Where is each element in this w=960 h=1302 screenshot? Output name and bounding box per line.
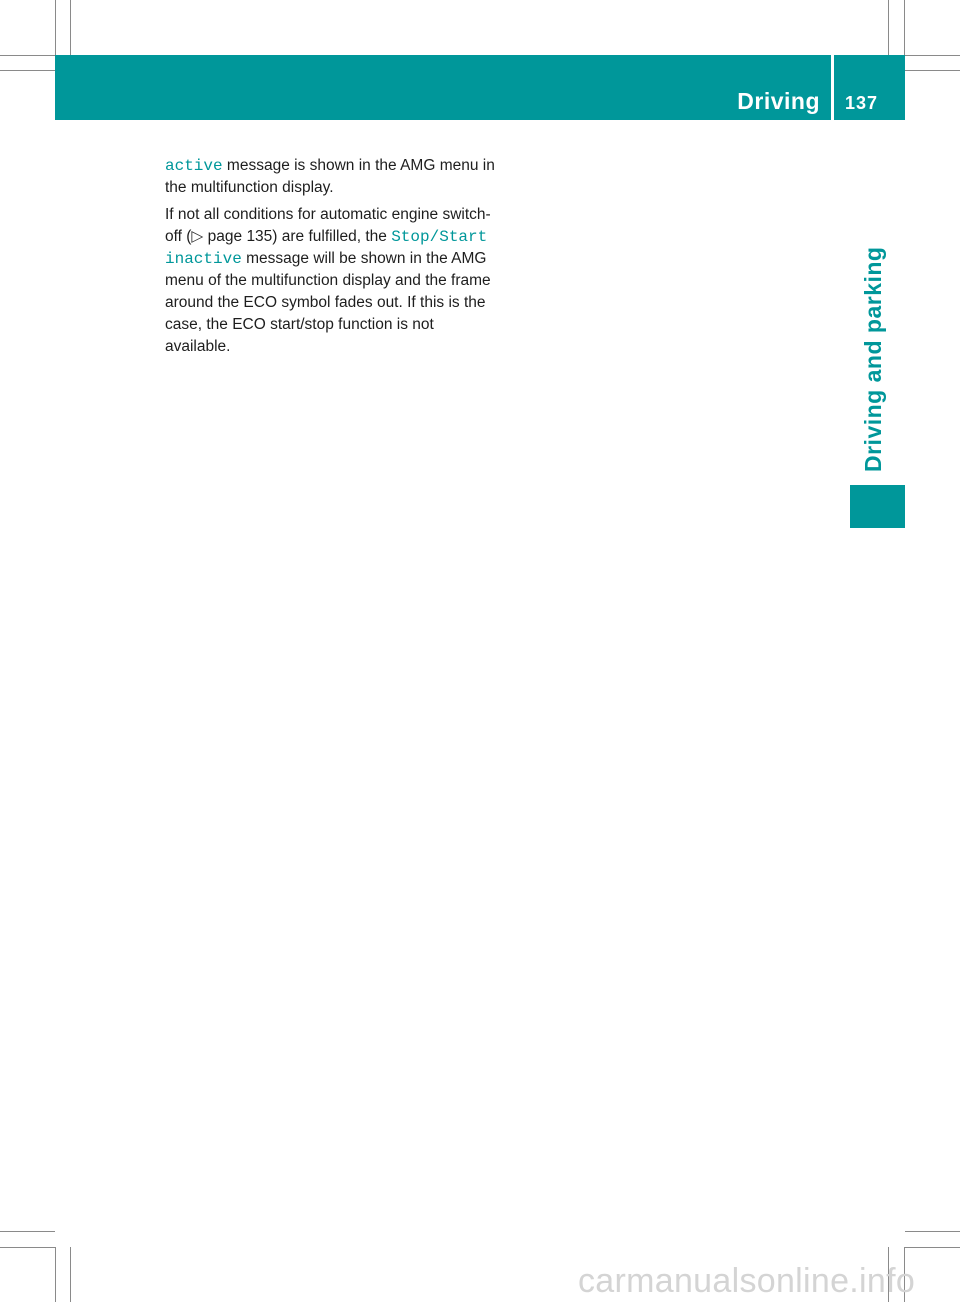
- page-reference-arrow-icon: ▷: [191, 228, 204, 245]
- crop-mark: [70, 0, 71, 55]
- side-tab-block: [850, 485, 905, 528]
- crop-mark: [0, 55, 55, 56]
- paragraph-text: If not all conditions for automatic engine switch-off (: [165, 206, 491, 245]
- side-tab-label: Driving and parking: [860, 246, 886, 472]
- section-title: Driving: [737, 88, 820, 114]
- crop-mark: [905, 70, 960, 71]
- paragraph-text: message will be shown in the AMG menu of the multifunction display and the frame around the ECO symbol fades out. If this is the case, the ECO start/stop function is not available.: [165, 250, 491, 355]
- page-reference[interactable]: page 135) are fulfilled, the: [203, 228, 392, 245]
- crop-mark: [0, 70, 55, 71]
- crop-mark: [70, 1247, 71, 1302]
- paragraph: [165, 204, 495, 358]
- crop-mark: [905, 55, 960, 56]
- crop-mark: [888, 0, 889, 55]
- crop-mark: [905, 1231, 960, 1232]
- crop-mark: [904, 0, 905, 55]
- display-message-code: Stop/Start inactive: [165, 228, 488, 268]
- header-divider: [831, 55, 834, 120]
- paragraph: [165, 155, 495, 199]
- watermark: carmanualsonline.info: [578, 1262, 916, 1300]
- display-message-code: active: [165, 157, 223, 175]
- body-text: [165, 155, 495, 363]
- crop-mark: [55, 1247, 56, 1302]
- crop-mark: [0, 1247, 55, 1248]
- page-number: 137: [845, 93, 879, 113]
- crop-mark: [55, 0, 56, 55]
- paragraph-text: message is shown in the AMG menu in the multifunction display.: [165, 157, 495, 196]
- crop-mark: [0, 1231, 55, 1232]
- crop-mark: [905, 1247, 960, 1248]
